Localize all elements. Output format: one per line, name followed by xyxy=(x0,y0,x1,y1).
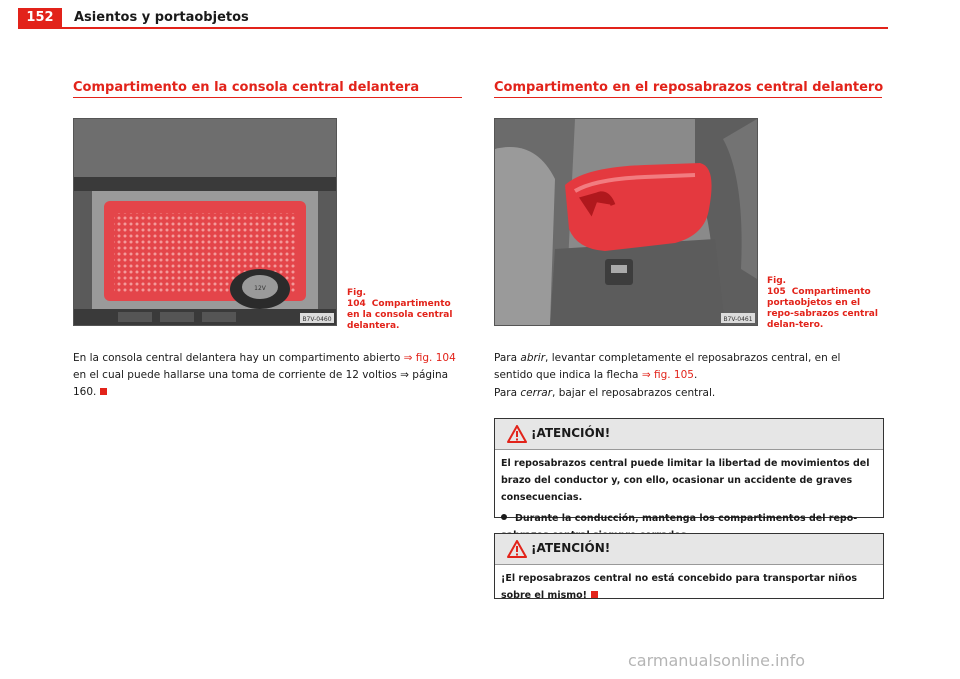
console-compartment-illustration xyxy=(74,119,336,325)
page-number: 152 xyxy=(18,8,62,28)
figure-105-code: B7V-0461 xyxy=(723,316,753,323)
figure-104-caption-text: Compartimento en la consola central delantera. xyxy=(347,299,453,331)
end-square-icon xyxy=(591,591,598,598)
bullet-icon xyxy=(501,514,507,520)
text-span: , levantar completamente el reposabrazos central, en el sentido que indica la flecha xyxy=(494,352,841,381)
figure-105-caption-text: Compartimento portaobjetos en el repo-sabrazos central delan-tero. xyxy=(767,287,878,330)
warning-box-1 xyxy=(494,418,884,524)
armrest-illustration xyxy=(495,119,757,325)
warning-header xyxy=(495,534,883,565)
figure-105-number: Fig. 105 xyxy=(767,276,787,297)
figure-104-image xyxy=(73,118,337,326)
warning-header xyxy=(495,419,883,450)
warning-text-span: ¡El reposabrazos central no está concebido para transportar niños sobre el mismo! xyxy=(501,573,858,601)
arrow-icon: ⇒ xyxy=(641,369,651,381)
right-paragraph-2 xyxy=(494,385,882,402)
text-span: . xyxy=(693,369,698,381)
header-rule xyxy=(18,27,888,29)
warning-text xyxy=(501,570,877,604)
emphasis-close: cerrar xyxy=(520,387,553,399)
warning-triangle-icon xyxy=(507,540,527,558)
figure-104-code: B7V-0460 xyxy=(302,316,332,323)
right-paragraph-1 xyxy=(494,350,882,384)
warning-title: ¡ATENCIÓN! xyxy=(531,426,611,440)
figure-104-number: Fig. 104 xyxy=(347,288,367,309)
right-section-rule xyxy=(494,97,882,98)
text-span: En la consola central delantera hay un compartimento abierto xyxy=(73,352,404,364)
end-square-icon xyxy=(100,388,107,395)
warning-box-2 xyxy=(494,533,884,599)
figure-105-image xyxy=(494,118,758,326)
power-outlet-label: 12V xyxy=(254,285,266,292)
left-section-title: Compartimento en la consola central delantera xyxy=(73,80,420,95)
arrow-icon: ⇒ xyxy=(400,369,409,381)
text-span: , bajar el reposabrazos central. xyxy=(552,387,716,399)
watermark: carmanualsonline.info xyxy=(628,651,806,670)
emphasis-open: abrir xyxy=(520,352,546,364)
figure-104-caption xyxy=(347,288,465,332)
left-section-rule xyxy=(73,97,462,98)
page-header-title: Asientos y portaobjetos xyxy=(74,10,249,25)
text-span: en el cual puede hallarse una toma de corriente de 12 voltios xyxy=(73,369,401,381)
right-section-title: Compartimento en el reposabrazos central delantero xyxy=(494,80,884,95)
text-span: Para xyxy=(494,387,521,399)
text-span: Para xyxy=(494,352,521,364)
warning-bullet-text: Durante la conducción, mantenga los compartimentos del repo- xyxy=(515,513,858,524)
link-fig-104[interactable]: fig. 104 xyxy=(412,352,456,364)
warning-triangle-icon xyxy=(507,425,527,443)
arrow-icon: ⇒ xyxy=(403,352,413,364)
warning-body xyxy=(495,565,883,612)
warning-text: El reposabrazos central puede limitar la libertad de movimientos del brazo del conductor y, con ello, ocasionar un accidente de graves consecuencias. xyxy=(501,458,870,503)
warning-title: ¡ATENCIÓN! xyxy=(531,541,611,555)
link-page-160[interactable]: página 160. xyxy=(73,369,449,398)
link-fig-105[interactable]: fig. 105 xyxy=(650,369,694,381)
left-paragraph xyxy=(73,350,465,401)
figure-105-caption xyxy=(767,276,885,331)
